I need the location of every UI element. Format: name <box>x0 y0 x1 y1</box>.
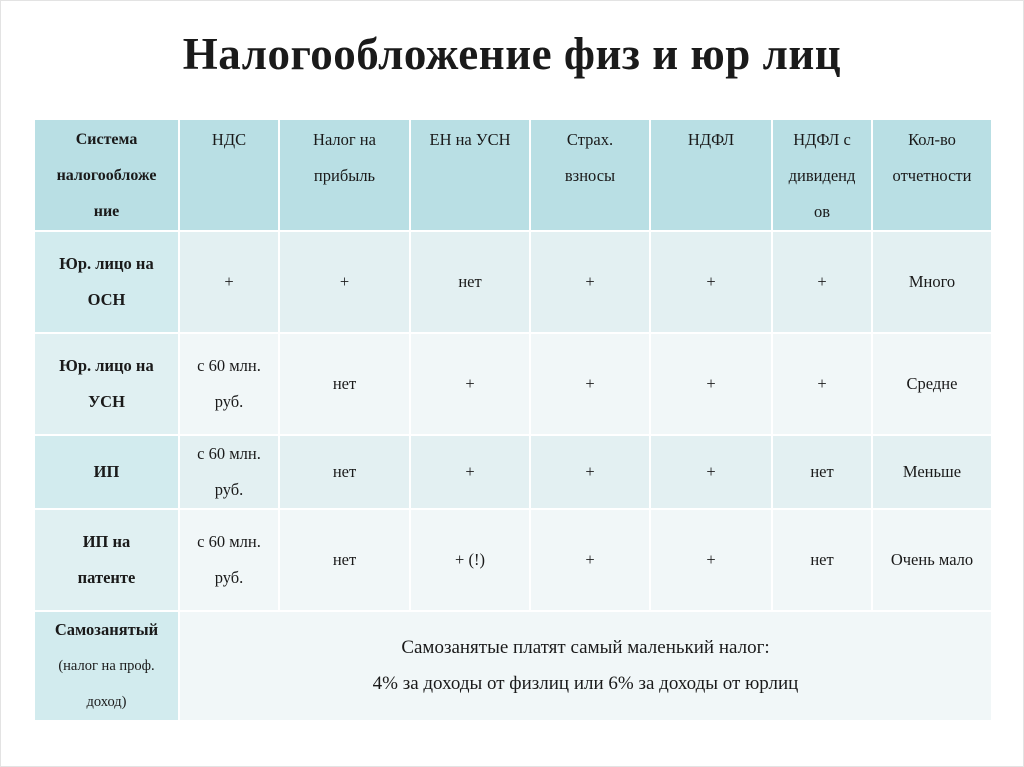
cell-insurance: + <box>530 333 650 435</box>
cell-profit-tax: + <box>279 231 410 333</box>
row-label: ИП на патенте <box>34 509 179 611</box>
header-nds: НДС <box>179 119 279 231</box>
row-label: Юр. лицо на УСН <box>34 333 179 435</box>
cell-profit-tax: нет <box>279 333 410 435</box>
cell-ndfl: + <box>650 333 772 435</box>
cell-en-usn: + <box>410 333 530 435</box>
cell-profit-tax: нет <box>279 435 410 509</box>
row-label: Самозанятый (налог на проф. доход) <box>34 611 179 721</box>
table-row <box>34 435 992 509</box>
table-row <box>34 611 992 721</box>
cell-ndfl: + <box>650 231 772 333</box>
cell-insurance: + <box>530 435 650 509</box>
header-ndfl: НДФЛ <box>650 119 772 231</box>
table-row <box>34 231 992 333</box>
header-profit-tax: Налог на прибыль <box>279 119 410 231</box>
cell-ndfl: + <box>650 435 772 509</box>
table-row <box>34 333 992 435</box>
cell-reports: Средне <box>872 333 992 435</box>
header-ndfl-dividends: НДФЛ с дивиденд ов <box>772 119 872 231</box>
header-row <box>34 119 992 231</box>
cell-profit-tax: нет <box>279 509 410 611</box>
cell-nds: с 60 млн. руб. <box>179 509 279 611</box>
cell-en-usn: + <box>410 435 530 509</box>
cell-ndfl: + <box>650 509 772 611</box>
cell-ndfl-dividends: + <box>772 231 872 333</box>
tax-table <box>33 118 993 722</box>
header-system: Система налогообложе ние <box>34 119 179 231</box>
row-label: Юр. лицо на ОСН <box>34 231 179 333</box>
cell-reports: Очень мало <box>872 509 992 611</box>
header-en-usn: ЕН на УСН <box>410 119 530 231</box>
cell-insurance: + <box>530 509 650 611</box>
slide-title: Налогообложение физ и юр лиц <box>182 29 842 79</box>
self-employed-note: Самозанятые платят самый маленький налог: 4% за доходы от физлиц или 6% за доходы от юрлиц <box>179 611 992 721</box>
cell-ndfl-dividends: нет <box>772 509 872 611</box>
cell-reports: Много <box>872 231 992 333</box>
cell-ndfl-dividends: + <box>772 333 872 435</box>
cell-nds: с 60 млн. руб. <box>179 333 279 435</box>
cell-insurance: + <box>530 231 650 333</box>
cell-ndfl-dividends: нет <box>772 435 872 509</box>
cell-en-usn: + (!) <box>410 509 530 611</box>
cell-nds: + <box>179 231 279 333</box>
cell-nds: с 60 млн. руб. <box>179 435 279 509</box>
header-insurance: Страх. взносы <box>530 119 650 231</box>
table-row <box>34 509 992 611</box>
cell-reports: Меньше <box>872 435 992 509</box>
row-label: ИП <box>34 435 179 509</box>
cell-en-usn: нет <box>410 231 530 333</box>
header-reports: Кол-во отчетности <box>872 119 992 231</box>
